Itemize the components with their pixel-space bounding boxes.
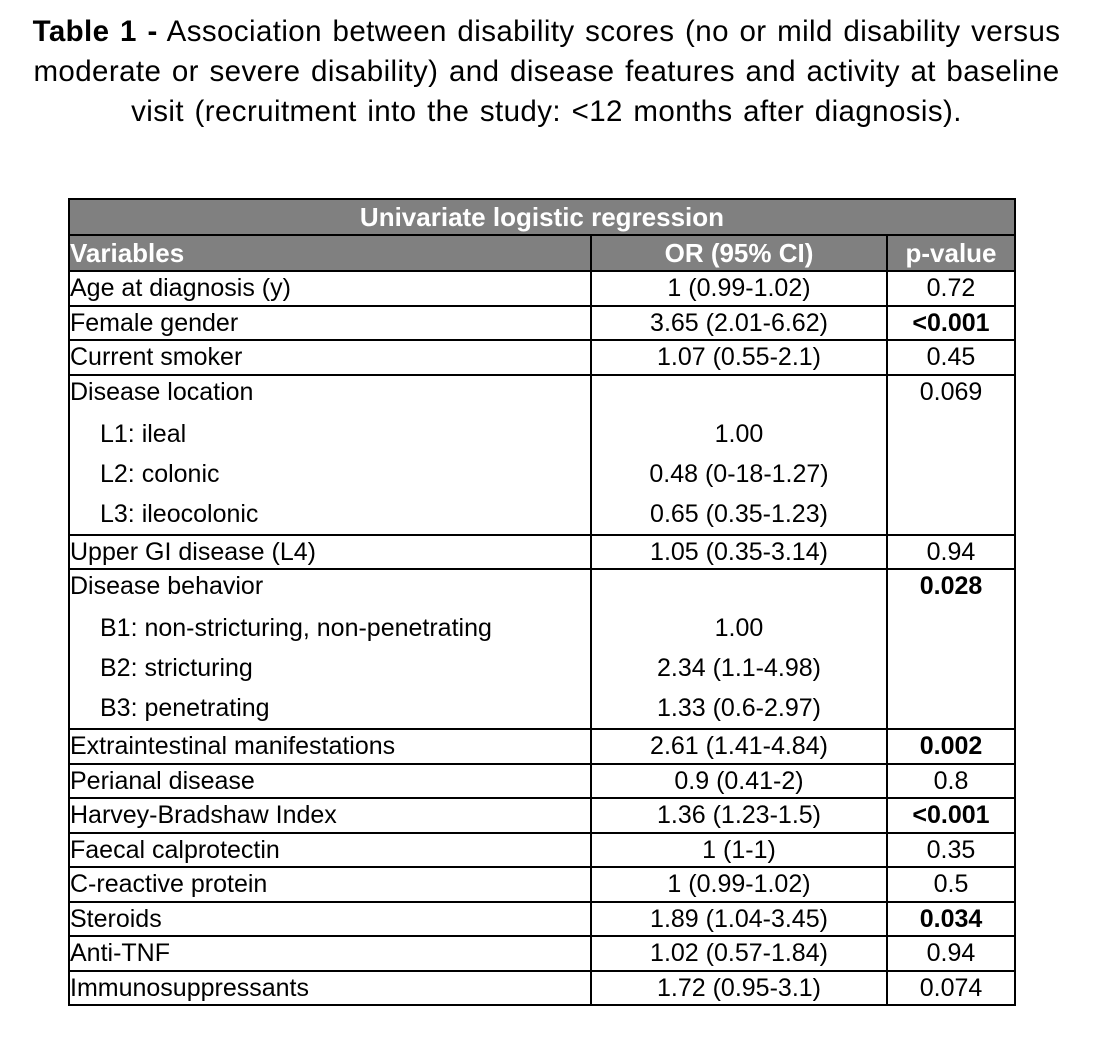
table-row <box>69 971 1015 1006</box>
row-label: Perianal disease <box>69 764 591 799</box>
row-or: 1 (1-1) <box>591 833 887 868</box>
row-or-group <box>591 375 887 535</box>
table-row <box>69 271 1015 306</box>
row-label: Female gender <box>69 306 591 341</box>
row-label: Immunosuppressants <box>69 971 591 1006</box>
row-p-value: 0.45 <box>887 340 1015 375</box>
row-label: Upper GI disease (L4) <box>69 535 591 570</box>
row-p-value: <0.001 <box>887 306 1015 341</box>
table-row <box>69 798 1015 833</box>
row-label: Anti-TNF <box>69 936 591 971</box>
row-label-group <box>69 375 591 535</box>
row-or: 3.65 (2.01-6.62) <box>591 306 887 341</box>
sub-or: 1.00 <box>714 614 764 642</box>
group-label: Disease behavior <box>70 572 264 600</box>
row-p-value: 0.002 <box>887 729 1015 764</box>
header-p-value: p-value <box>887 235 1015 271</box>
caption-lead: Table 1 - <box>32 15 158 48</box>
table-row <box>69 833 1015 868</box>
table-row <box>69 535 1015 570</box>
sub-label: L1: ileal <box>100 419 187 448</box>
row-label: Age at diagnosis (y) <box>69 271 591 306</box>
table-caption <box>20 12 1073 132</box>
group-or-empty <box>592 570 886 608</box>
row-label: Extraintestinal manifestations <box>69 729 591 764</box>
header-variables: Variables <box>69 235 591 271</box>
row-or: 1 (0.99-1.02) <box>591 271 887 306</box>
row-p-value: 0.074 <box>887 971 1015 1006</box>
row-label: Steroids <box>69 902 591 937</box>
table-row-disease-location <box>69 375 1015 535</box>
row-or: 0.9 (0.41-2) <box>591 764 887 799</box>
sub-label: L3: ileocolonic <box>100 499 259 528</box>
header-row <box>69 235 1015 271</box>
table-row <box>69 729 1015 764</box>
row-p-value-group <box>887 375 1015 535</box>
sub-label: B3: penetrating <box>100 694 270 722</box>
row-label: Current smoker <box>69 340 591 375</box>
sub-or: 0.48 (0-18-1.27) <box>649 459 829 488</box>
row-or: 1.72 (0.95-3.1) <box>591 971 887 1006</box>
row-p-value: 0.8 <box>887 764 1015 799</box>
table-row <box>69 902 1015 937</box>
sub-or: 2.34 (1.1-4.98) <box>657 654 821 682</box>
caption-text: Association between disability scores (no or mild disability versus moderate or severe disability) and disease features and activity at baseline visit (recruitment into the study: <12 months after diagnosis). <box>33 15 1061 128</box>
row-p-value: 0.5 <box>887 867 1015 902</box>
row-p-value: 0.034 <box>887 902 1015 937</box>
sub-label: B1: non-stricturing, non-penetrating <box>100 614 492 642</box>
header-or: OR (95% CI) <box>591 235 887 271</box>
row-p-value: <0.001 <box>887 798 1015 833</box>
row-label-group <box>69 569 591 729</box>
row-or: 1.36 (1.23-1.5) <box>591 798 887 833</box>
table-row <box>69 764 1015 799</box>
sub-label: L2: colonic <box>100 459 220 488</box>
group-label: Disease location <box>70 377 254 406</box>
row-label: C-reactive protein <box>69 867 591 902</box>
sub-or: 1.33 (0.6-2.97) <box>657 694 821 722</box>
row-p-value: 0.72 <box>887 271 1015 306</box>
row-p-value: 0.94 <box>887 535 1015 570</box>
table-row <box>69 867 1015 902</box>
sub-or: 0.65 (0.35-1.23) <box>650 499 828 528</box>
row-p-value: 0.35 <box>887 833 1015 868</box>
row-or: 2.61 (1.41-4.84) <box>591 729 887 764</box>
table-row-disease-behavior <box>69 569 1015 729</box>
row-or: 1.89 (1.04-3.45) <box>591 902 887 937</box>
title-row <box>69 199 1015 235</box>
row-label: Harvey-Bradshaw Index <box>69 798 591 833</box>
table-row <box>69 340 1015 375</box>
row-or: 1.07 (0.55-2.1) <box>591 340 887 375</box>
regression-table <box>68 198 1016 1006</box>
group-or-empty <box>592 376 886 414</box>
sub-or: 1.00 <box>714 419 764 448</box>
row-or: 1.02 (0.57-1.84) <box>591 936 887 971</box>
row-or-group <box>591 569 887 729</box>
table-title: Univariate logistic regression <box>69 199 1015 235</box>
row-label: Faecal calprotectin <box>69 833 591 868</box>
sub-label: B2: stricturing <box>100 654 253 682</box>
row-or: 1 (0.99-1.02) <box>591 867 887 902</box>
group-p-value: 0.028 <box>919 572 983 600</box>
row-or: 1.05 (0.35-3.14) <box>591 535 887 570</box>
row-p-value: 0.94 <box>887 936 1015 971</box>
group-p-value: 0.069 <box>919 377 983 406</box>
table-row <box>69 306 1015 341</box>
row-p-value-group <box>887 569 1015 729</box>
table-row <box>69 936 1015 971</box>
